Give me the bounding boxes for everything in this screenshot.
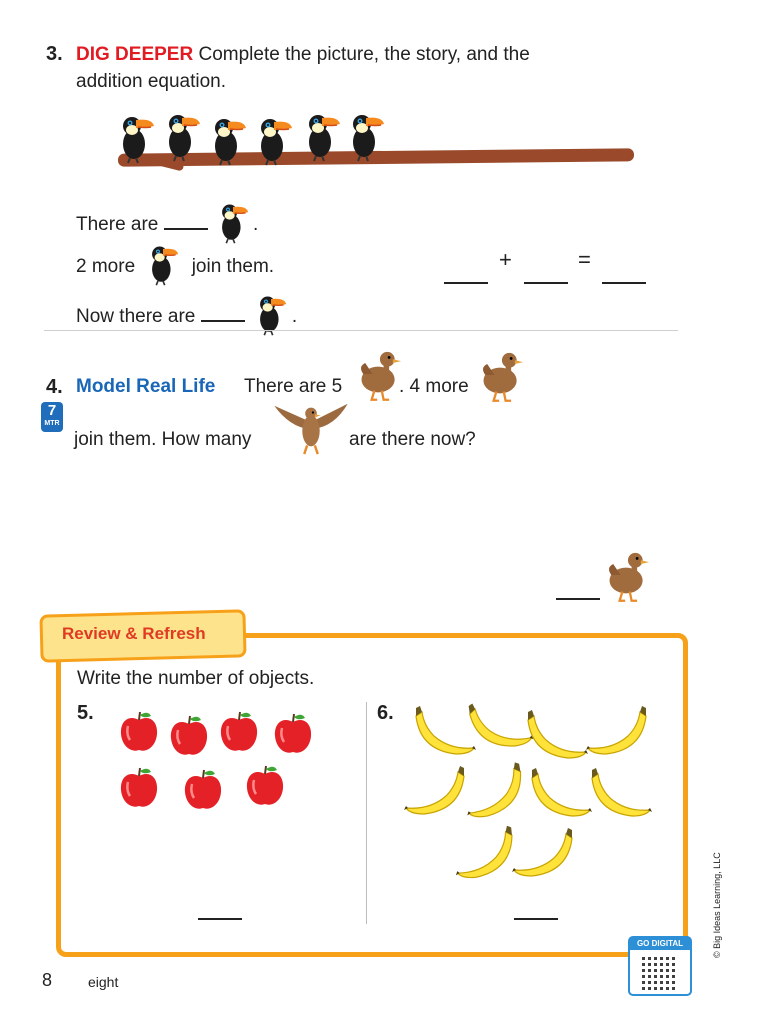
go-digital-label: GO DIGITAL <box>630 938 690 950</box>
toucan-image <box>300 112 344 162</box>
banana-icon <box>526 768 592 824</box>
qr-code-icon <box>642 954 678 990</box>
apple-icon <box>272 712 314 756</box>
page-number: 8 <box>42 970 53 990</box>
model-real-life-heading: Model Real Life <box>76 376 216 397</box>
story-line-1 <box>76 202 258 244</box>
banana-icon <box>586 706 652 762</box>
apple-icon <box>118 710 160 754</box>
duck-icon <box>356 346 402 402</box>
toucan-image <box>252 116 296 166</box>
period: . <box>252 214 259 235</box>
answer-blank[interactable] <box>201 320 245 322</box>
toucan-image <box>160 112 204 162</box>
story-line-3-text: Now there are <box>76 306 196 327</box>
mtr-badge-number: 7 <box>47 402 57 419</box>
problem-4-text-3: join them. How many <box>74 429 252 450</box>
apple-icon <box>118 766 160 810</box>
flying-duck-icon <box>272 398 350 456</box>
answer-blank[interactable] <box>514 918 558 920</box>
answer-blank[interactable] <box>164 228 208 230</box>
apple-icon <box>218 710 260 754</box>
banana-icon <box>512 828 578 884</box>
problem-4-number: 4. <box>46 376 63 398</box>
story-line-2 <box>76 244 274 286</box>
problem-3-instruction-line1: Complete the picture, the story, and the <box>198 44 530 65</box>
banana-icon <box>586 768 652 824</box>
period: . <box>291 306 298 327</box>
banana-icon <box>460 761 535 828</box>
equation-sum-blank[interactable] <box>602 282 646 284</box>
plus-sign: + <box>499 247 512 272</box>
duck-icon <box>604 546 650 604</box>
problem-3-instruction-line2: addition equation. <box>76 71 227 92</box>
column-divider <box>366 702 367 924</box>
apple-icon <box>182 768 224 812</box>
duck-icon <box>478 346 524 404</box>
copyright-notice: © Big Ideas Learning, LLC <box>712 852 722 958</box>
mtr-badge <box>41 402 63 432</box>
go-digital-badge[interactable] <box>628 936 692 996</box>
equals-sign: = <box>578 247 591 272</box>
dig-deeper-heading: DIG DEEPER <box>76 44 194 65</box>
apple-icon <box>244 764 286 808</box>
story-line-2-text-b: join them. <box>191 256 275 277</box>
story-line-1-text: There are <box>76 214 159 235</box>
mtr-badge-label: MTR <box>44 420 60 427</box>
problem-3-instruction <box>76 44 530 66</box>
problem-4-text-4: are there now? <box>349 429 476 450</box>
toucan-image <box>344 112 388 162</box>
toucan-icon <box>213 202 253 244</box>
problem-3-number: 3. <box>46 43 63 65</box>
question-6-number: 6. <box>377 702 394 724</box>
toucan-icon <box>140 244 186 286</box>
story-line-2-text: 2 more <box>76 256 136 277</box>
answer-blank[interactable] <box>198 918 242 920</box>
question-5-number: 5. <box>77 702 94 724</box>
answer-blank[interactable] <box>556 598 600 600</box>
equation-addend-1-blank[interactable] <box>444 282 488 284</box>
toucan-image <box>206 116 250 166</box>
section-divider <box>44 330 678 331</box>
review-instruction: Write the number of objects. <box>77 668 315 689</box>
banana-icon <box>522 710 588 766</box>
page-number-word: eight <box>88 974 119 990</box>
review-title: Review & Refresh <box>62 624 206 643</box>
apple-icon <box>168 714 210 758</box>
problem-4-text-1: There are 5 <box>244 376 343 397</box>
toucan-image <box>114 114 158 164</box>
problem-4-text-2: . 4 more <box>399 376 469 397</box>
equation-addend-2-blank[interactable] <box>524 282 568 284</box>
